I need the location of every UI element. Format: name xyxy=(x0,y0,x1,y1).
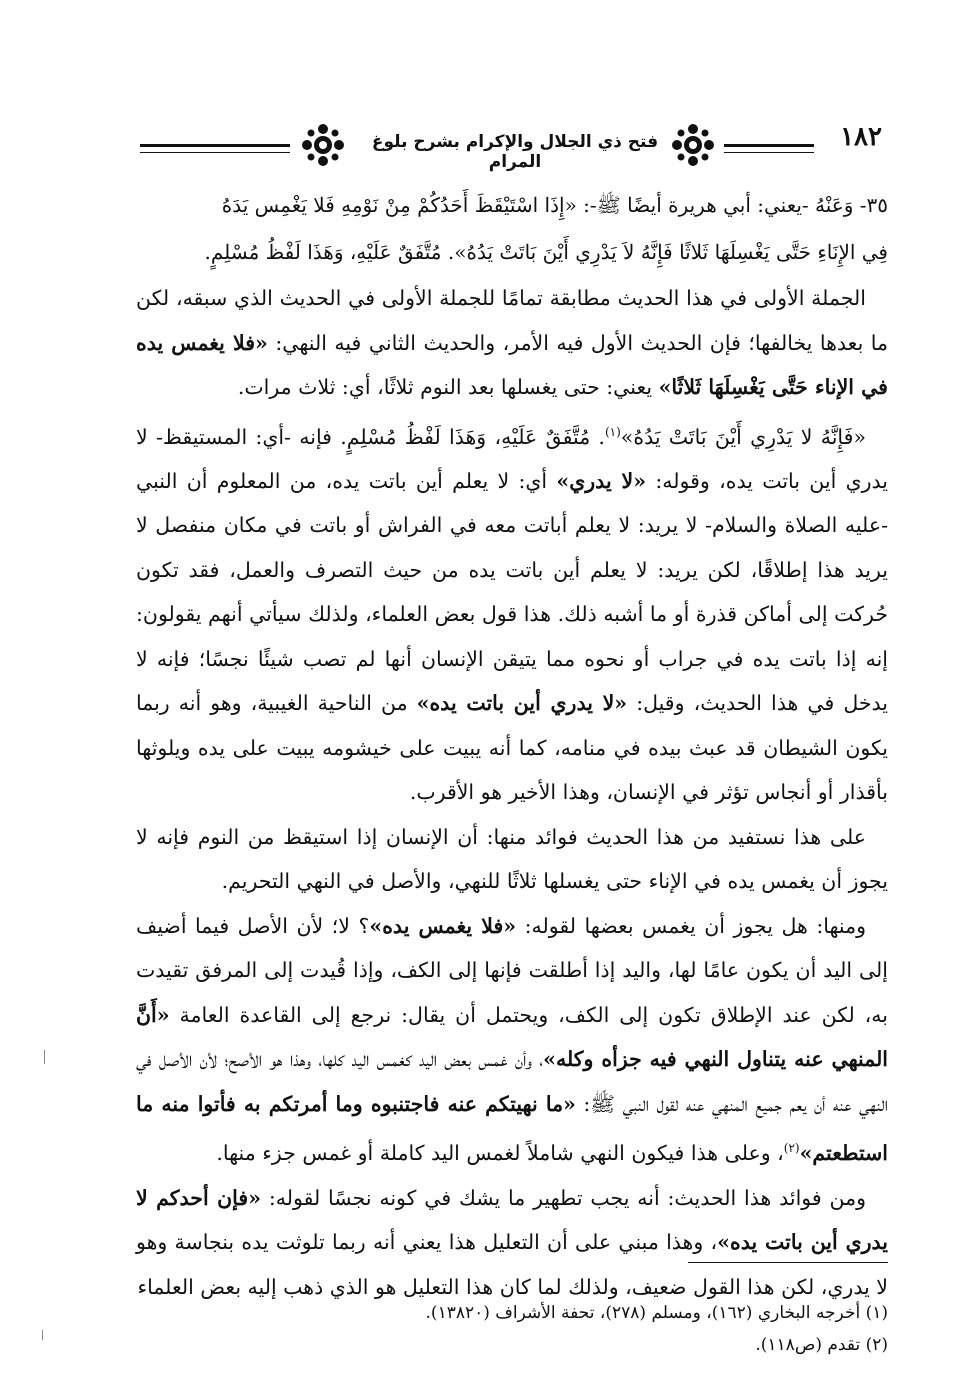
text-run: يعني: حتى يغسلها بعد النوم ثلاثًا، أي: ثلاث مرات. xyxy=(237,375,659,399)
quote-bold: «لا يدري» xyxy=(556,468,647,493)
paragraph-4 xyxy=(136,904,888,1176)
page-number: ١٨٢ xyxy=(840,122,882,152)
text-run: من الناحية الغيبية، وهو أنه ربما يكون الشيطان قد عبث بيده في منامه، كما أنه يبيت على خيشومه يبيت على يده ويلوثها بأقذار أو أنجاس تؤثر في الإنسان، وهذا الأخير هو الأقرب. xyxy=(136,691,888,805)
paragraph-3: على هذا نستفيد من هذا الحديث فوائد منها: أن الإنسان إذا استيقظ من النوم فإنه لا يجوز أن يغمس يده في الإناء حتى يغسلها ثلاثًا للنهي، والأصل في النهي التحريم. xyxy=(136,824,888,894)
ornament-icon xyxy=(670,122,716,168)
paragraph-2 xyxy=(136,410,888,815)
text-run: ، وهذا مبني على أن التعليل هذا يعني أنه ربما تلوثت يده بنجاسة وهو لا يدري، لكن هذا القول ضعيف، ولذلك لما كان هذا التعليل هو الذي ذهب إليه بعض العلماء xyxy=(136,1230,888,1299)
quote-bold: «أَنَّ المنهي عنه يتناول النهي فيه جزأه وكله» xyxy=(136,1002,889,1072)
text-run: ، وأن غمس بعض اليد كغمس اليد كلها، وهذا هو الأصح؛ لأن الأصل في النهي عنه أن يعم جميع المنهي عنه لقول النبي ﷺ: xyxy=(136,1047,888,1116)
text-run: ؟ لا؛ لأن الأصل فيما أضيف إلى اليد أن يكون عامًا لها، واليد إذا أطلقت فإنها إلى الكف، وإذا قُيدت إلى المرفق تقيدت به، لكن عند الإطلاق تكون إلى الكف، ويحتمل أن يقال: نرجع إلى القاعدة العامة xyxy=(136,913,888,1027)
ornament-icon xyxy=(300,122,346,168)
quote-bold: «فإن أحدكم لا يدري أين باتت يده» xyxy=(136,1185,888,1255)
quote-bold: «فلا يغمس يده في الإناء حَتَّى يَغْسِلَهَا ثَلاثًا» xyxy=(136,330,888,399)
page-body xyxy=(136,182,888,1309)
footnote-ref[interactable]: (١) xyxy=(604,424,621,439)
page-header xyxy=(140,112,882,174)
footnote-divider xyxy=(688,1262,888,1263)
header-rule-right-thin xyxy=(724,152,814,153)
text-run: . مُتَّفَقٌ عَلَيْهِ، وَهَذَا لَفْظُ مُسْلِمٍ. فإنه -أي: المستيقظ- لا يدري أين باتت يده، وقوله: xyxy=(136,424,889,493)
book-title: فتح ذي الجلال والإكرام بشرح بلوغ المرام xyxy=(371,132,659,172)
quote-bold: «لا يدري أين باتت يده» xyxy=(416,691,628,716)
quote-text: «فَإِنَّهُ لا يَدْرِي أَيْنَ بَاتَتْ يَدُهُ» xyxy=(620,424,866,449)
hadith-line-1: ٣٥- وَعَنْهُ -يعني: أبي هريرة أيضًا ﷺ-: «إِذَا اسْتَيْقَظَ أَحَدُكُمْ مِنْ نَوْمِهِ فَلا يَغْمِس يَدَهُ xyxy=(221,193,888,217)
hadith-line-2: فِي الإِنَاءِ حَتَّى يَغْسِلَهَا ثَلاثًا فَإِنَّهُ لاَ يَدْرِي أَيْنَ بَاتَتْ يَدُهُ». مُتَّفَقٌ عَلَيْهِ، وَهَذَا لَفْظُ مُسْلِمٍ. xyxy=(204,240,888,264)
header-rule-left-thin xyxy=(140,152,290,153)
text-run: ، وعلى هذا فيكون النهي شاملاً لغمس اليد كاملة أو غمس جزء منها. xyxy=(216,1141,784,1166)
margin-mark xyxy=(42,1330,43,1340)
quote-bold: «ما نهيتكم عنه فاجتنبوه وما أمرتكم به فأتوا منه ما استطعتم» xyxy=(136,1091,888,1166)
text-run: الجملة الأولى في هذا الحديث مطابقة تمامًا للجملة الأولى في الحديث الذي سبقه، لكن ما بعدها يخالفها؛ فإن الحديث الأول فيه الأمر، والحديث الثاني فيه النهي: xyxy=(136,286,888,355)
text-run: ومن فوائد هذا الحديث: أنه يجب تطهير ما يشك في كونه نجسًا لقوله: xyxy=(261,1185,866,1210)
footnote-1: (١) أخرجه البخاري (١٦٢)، ومسلم (٢٧٨)، تحفة الأشراف (١٣٨٢٠). xyxy=(425,1303,888,1323)
footnote-ref[interactable]: (٢) xyxy=(783,1141,800,1156)
margin-mark xyxy=(44,1050,45,1064)
header-rule-right xyxy=(724,144,814,147)
footnotes xyxy=(136,1262,888,1361)
header-rule-left xyxy=(140,144,290,147)
footnote-2: (٢) تقدم (ص١١٨). xyxy=(755,1335,888,1355)
text-run: ومنها: هل يجوز أن يغمس بعضها لقوله: xyxy=(516,913,866,938)
text-run: أي: لا يعلم أين باتت يده، من المعلوم أن النبي -عليه الصلاة والسلام- لا يريد: لا يعلم أباتت معه في الفراش أو باتت في مكان منفصل لا يريد هذا إطلاقًا، لكن يريد: لا يعلم أين باتت يده من حيث التصرف والعمل، فقد تكون حُركت إلى أماكن قذرة أو ما أشبه ذلك. هذا قول بعض العلماء، ولذلك سيأتي أنهم يقولون: إنه إذا باتت يده في جراب أو نحوه مما يتيقن الإنسان أنها لم تصب شيئًا نجسًا؛ فإنه لا يدخل في هذا الحديث، وقيل: xyxy=(136,468,888,716)
paragraph-1 xyxy=(136,276,888,410)
quote-bold: «فلا يغمس يده» xyxy=(369,913,517,938)
